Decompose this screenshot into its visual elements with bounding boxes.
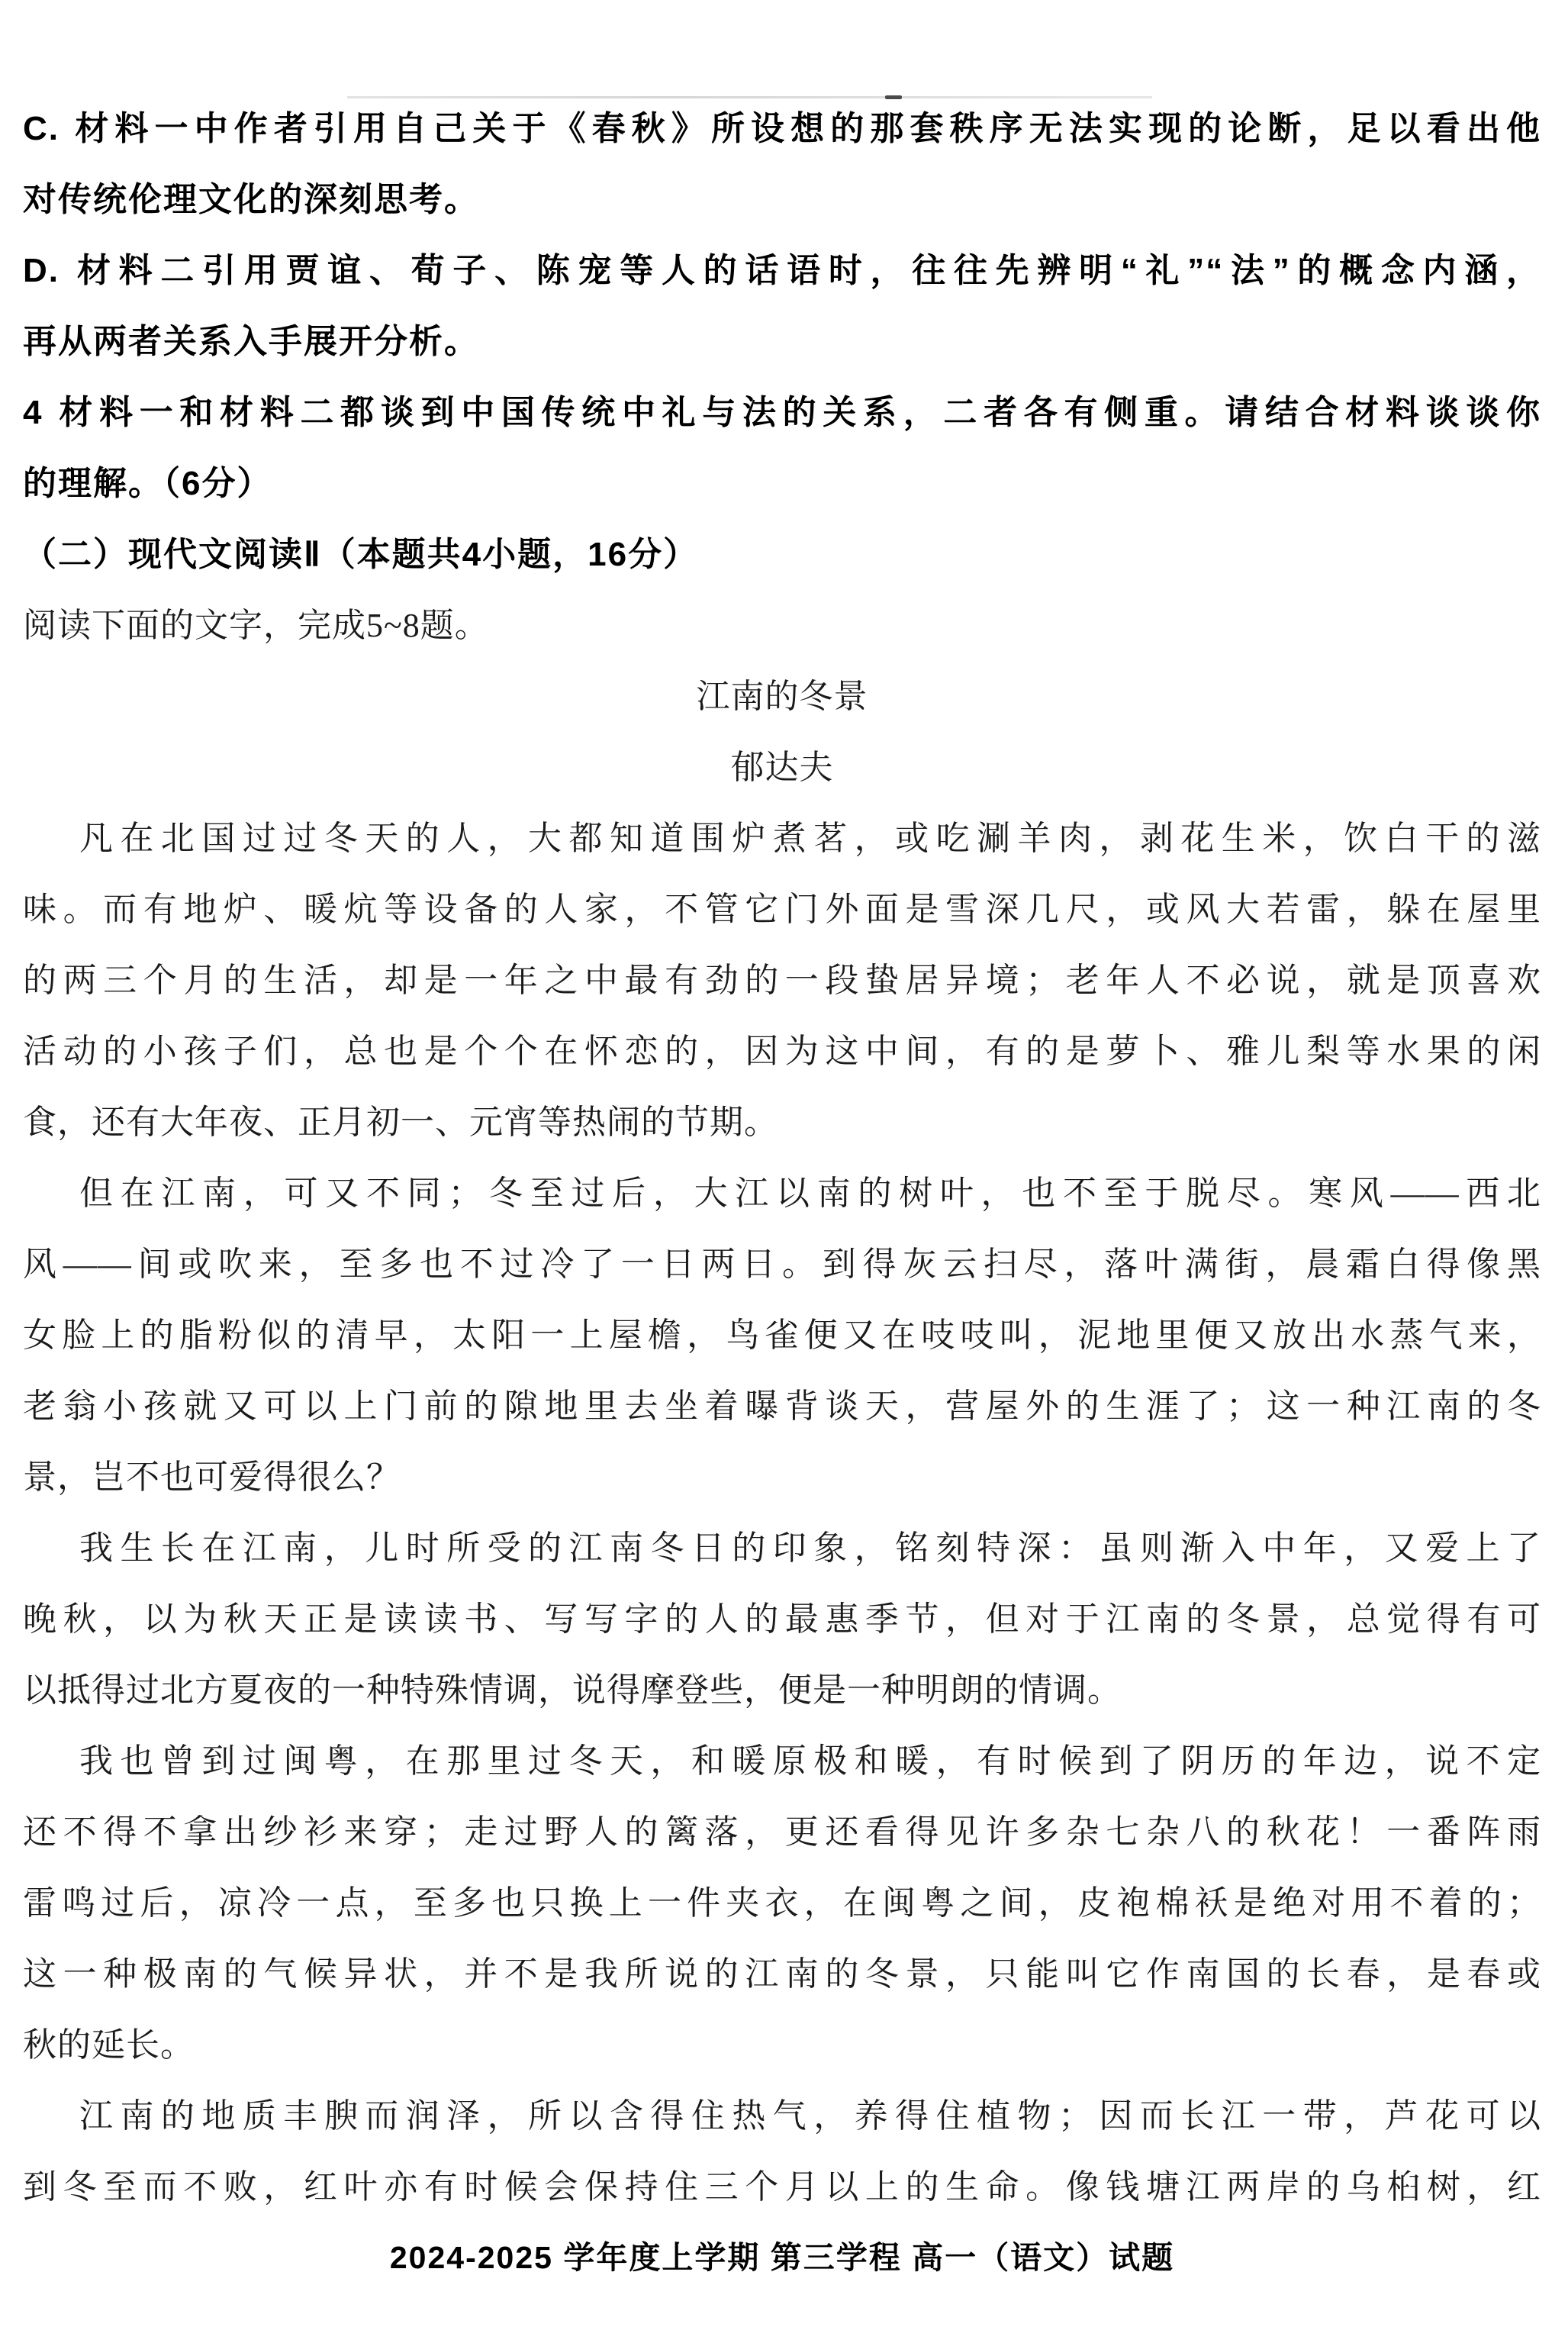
paragraph-2-line-4: 老翁小孩就又可以上门前的隙地里去坐着曝背谈天，营屋外的生涯了；这一种江南的冬 [23,1387,1541,1425]
paragraph-4-line-4: 这一种极南的气候异状，并不是我所说的江南的冬景，只能叫它作南国的长春，是春或 [23,1955,1541,1993]
page-footer: 2024-2025 学年度上学期 第三学程 高一（语文）试题 [389,2240,1175,2275]
paragraph-3-line-1: 我生长在江南，儿时所受的江南冬日的印象，铭刻特深：虽则渐入中年，又爱上了 [79,1529,1541,1567]
option-c-line-2: 对传统伦理文化的深刻思考。 [23,181,479,218]
essay-title: 江南的冬景 [696,678,868,715]
paragraph-4-line-2: 还不得不拿出纱衫来穿；走过野人的篱落，更还看得见许多杂七杂八的秋花！一番阵雨 [23,1813,1541,1851]
paragraph-2-line-1: 但在江南，可又不同；冬至过后，大江以南的树叶，也不至于脱尽。寒风——西北 [79,1175,1541,1212]
paragraph-2-line-5: 景，岂不也可爱得很么？ [23,1458,401,1496]
reading-instruction: 阅读下面的文字，完成5~8题。 [23,607,489,644]
paragraph-2-line-2: 风——间或吹来，至多也不过冷了一日两日。到得灰云扫尽，落叶满街，晨霜白得像黑 [23,1246,1541,1283]
paragraph-5-line-2: 到冬至而不败，红叶亦有时候会保持住三个月以上的生命。像钱塘江两岸的乌桕树，红 [23,2168,1541,2206]
paragraph-1-line-2: 味。而有地炉、暖炕等设备的人家，不管它门外面是雪深几尺，或风大若雷，躲在屋里 [23,891,1541,928]
option-d-line-1: D. 材料二引用贾谊、荀子、陈宠等人的话语时，往往先辨明“礼”“法”的概念内涵， [23,252,1541,289]
paragraph-1-line-1: 凡在北国过过冬天的人，大都知道围炉煮茗，或吃涮羊肉，剥花生米，饮白干的滋 [79,820,1541,857]
paragraph-4-line-5: 秋的延长。 [23,2026,195,2064]
paragraph-4-line-3: 雷鸣过后，凉冷一点，至多也只换上一件夹衣，在闽粤之间，皮袍棉袄是绝对用不着的； [23,1884,1541,1922]
paragraph-2-line-3: 女脸上的脂粉似的清早，太阳一上屋檐，鸟雀便又在吱吱叫，泥地里便又放出水蒸气来， [23,1317,1541,1354]
section-heading: （二）现代文阅读Ⅱ（本题共4小题，16分） [23,536,699,573]
paragraph-3-line-3: 以抵得过北方夏夜的一种特殊情调，说得摩登些，便是一种明朗的情调。 [23,1671,1122,1709]
paragraph-1-line-4: 活动的小孩子们，总也是个个在怀恋的，因为这中间，有的是萝卜、雅儿梨等水果的闲 [23,1033,1541,1070]
option-d-line-2: 再从两者关系入手展开分析。 [23,323,479,360]
question-4-line-2: 的理解。（6分） [23,465,272,502]
question-4-line-1: 4 材料一和材料二都谈到中国传统中礼与法的关系，二者各有侧重。请结合材料谈谈你 [23,394,1541,431]
paragraph-5-line-1: 江南的地质丰腴而润泽，所以含得住热气，养得住植物；因而长江一带，芦花可以 [79,2097,1541,2135]
paragraph-4-line-1: 我也曾到过闽粤，在那里过冬天，和暖原极和暖，有时候到了阴历的年边，说不定 [79,1742,1541,1780]
essay-author: 郁达夫 [730,749,834,786]
option-c-line-1: C. 材料一中作者引用自己关于《春秋》所设想的那套秩序无法实现的论断，足以看出他 [23,110,1541,147]
paragraph-1-line-5: 食，还有大年夜、正月初一、元宵等热闹的节期。 [23,1104,778,1141]
paragraph-1-line-3: 的两三个月的生活，却是一年之中最有劲的一段蛰居异境；老年人不必说，就是顶喜欢 [23,962,1541,999]
paragraph-3-line-2: 晚秋，以为秋天正是读读书、写写字的人的最惠季节，但对于江南的冬景，总觉得有可 [23,1600,1541,1638]
